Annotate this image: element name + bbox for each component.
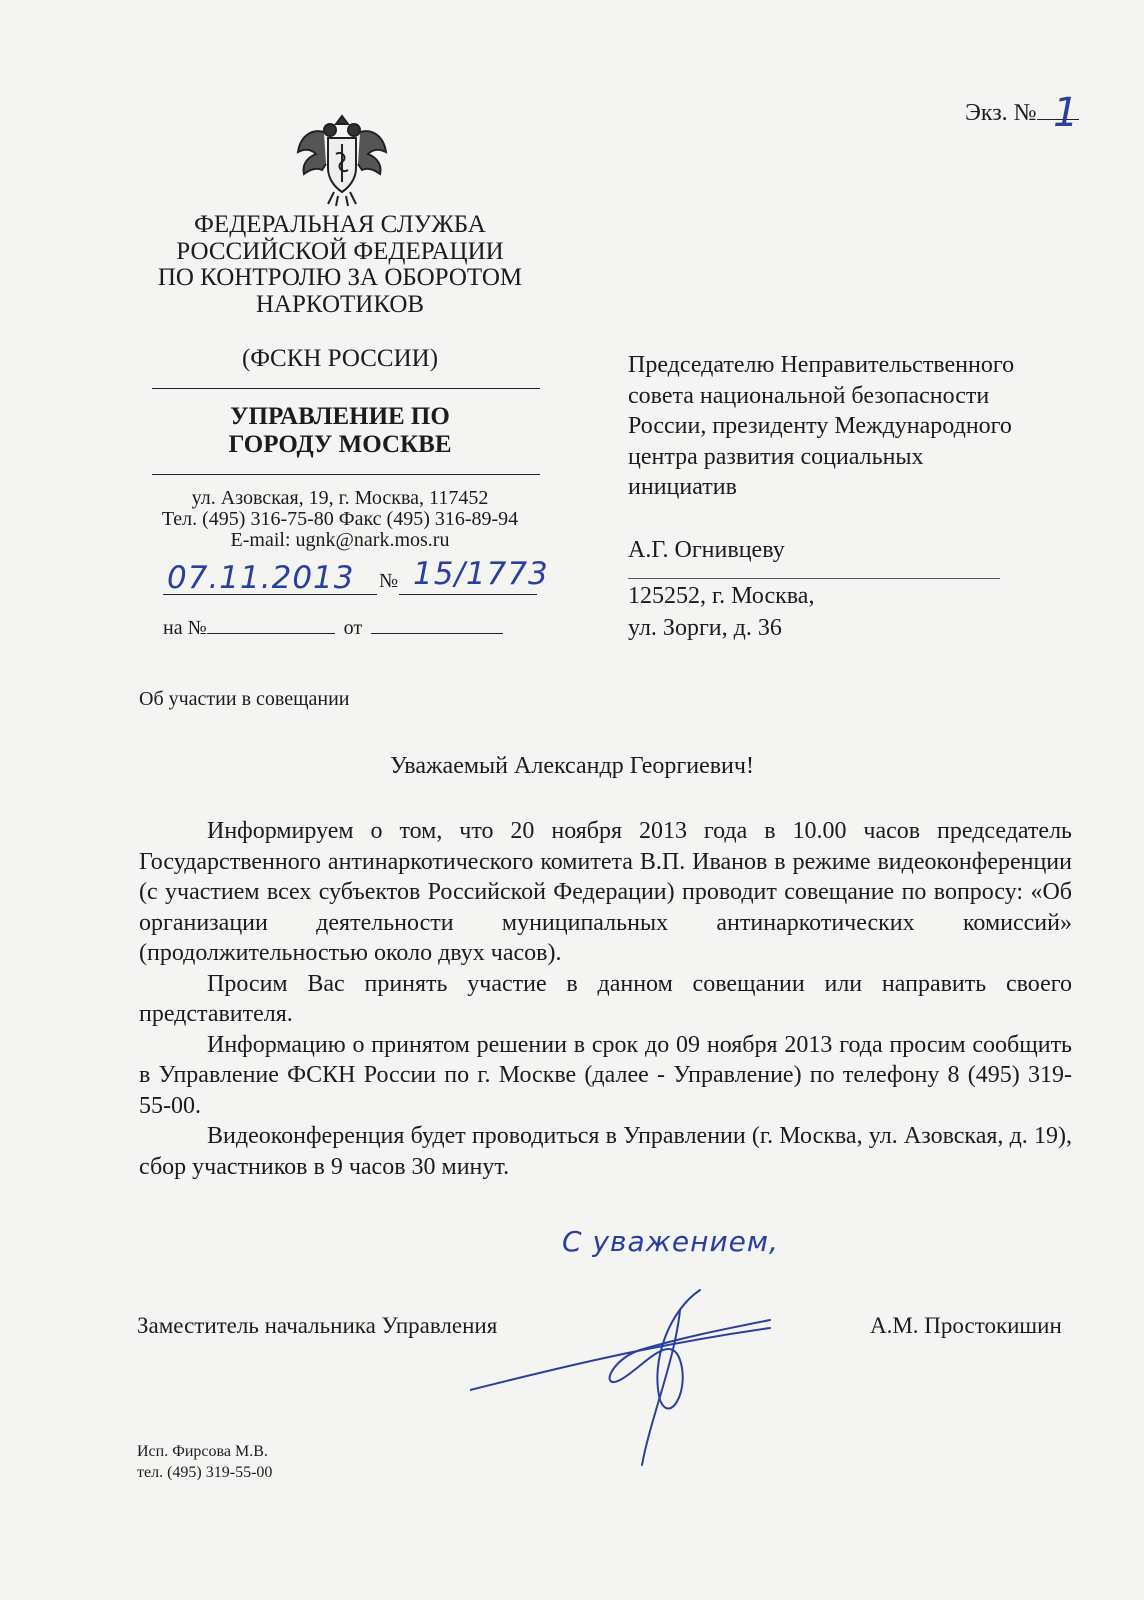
contact-address: ул. Азовская, 19, г. Москва, 117452 [191,487,489,509]
registration-date: 07.11.2013 [167,560,355,596]
ref-from-label: от [343,617,363,639]
addressee-line: России, президенту Международного [628,413,1012,439]
body-paragraph: Информируем о том, что 20 ноября 2013 года в 10.00 часов председатель Государственного антинаркотического комитета В.П. Иванов в режиме видеоконференции (с участием всех субъектов Российской Федерации) проводит совещание по вопросу: «Об организации деятельности муниципальных антинаркотических комиссий» (продолжительностью около двух часов). [139,818,1072,966]
agency-short-name: (ФСКН РОССИИ) [241,345,439,372]
copy-number [965,90,1080,136]
letter-subject: Об участии в совещании [139,688,350,710]
addressee-title [628,350,1088,503]
letter-greeting: Уважаемый Александр Георгиевич! [390,753,754,779]
registration-number-label: № [379,570,399,592]
letter-body [139,816,1072,1182]
header-divider [152,388,540,389]
signatory-name: А.М. Простокишин [870,1313,1062,1338]
reference-line [163,615,503,640]
executor-name: Исп. Фирсова М.В. [137,1443,268,1460]
registration-line [163,556,563,612]
copy-number-value: 1 [1053,90,1080,136]
addressee-line: совета национальной безопасности [628,382,990,409]
ref-number-label: на № [163,617,207,639]
addressee-divider [628,578,1000,579]
registration-number: 15/1773 [413,556,549,592]
agency-contacts [110,488,570,551]
addressee-name: А.Г. Огнивцеву [628,537,785,563]
executor-phone: тел. (495) 319-55-00 [137,1464,273,1481]
agency-line: ФЕДЕРАЛЬНАЯ СЛУЖБА [194,211,486,238]
department-line: ГОРОДУ МОСКВЕ [228,431,452,458]
executor-info [137,1441,272,1483]
agency-line: НАРКОТИКОВ [255,290,425,318]
addressee-address [628,580,814,644]
signature-scrawl [470,1250,810,1470]
addressee-line: центра развития социальных [628,443,924,470]
agency-line: ПО КОНТРОЛЮ ЗА ОБОРОТОМ [157,264,523,291]
signatory-title: Заместитель начальника Управления [137,1313,498,1338]
department-line: УПРАВЛЕНИЕ ПО [230,403,450,430]
contact-phone-fax: Тел. (495) 316-75-80 Факс (495) 316-89-94 [161,508,519,530]
contact-email: E-mail: ugnk@nark.mos.ru [230,529,450,551]
addressee-line: Председателю Неправительственного [628,352,1015,378]
address-line: ул. Зорги, д. 36 [628,615,782,641]
handwritten-closing: С уважением, [562,1225,779,1258]
department-name [110,403,570,459]
agency-name [110,212,570,318]
body-paragraph: Видеоконференция будет проводиться в Управлении (г. Москва, ул. Азовская, д. 19), сбор участников в 9 часов 30 минут. [139,1123,1072,1180]
body-paragraph: Информацию о принятом решении в срок до 09 ноября 2013 года просим сообщить в Управление ФСКН России по г. Москве (далее - Управление) по телефону 8 (495) 319-55-00. [139,1031,1072,1119]
double-headed-eagle-emblem-icon [292,108,392,210]
body-paragraph: Просим Вас принять участие в данном совещании или направить своего представителя. [139,970,1072,1027]
address-line: 125252, г. Москва, [628,583,815,609]
header-divider [152,474,540,475]
agency-line: РОССИЙСКОЙ ФЕДЕРАЦИИ [176,237,504,265]
addressee-line: инициатив [628,474,737,500]
copy-number-label: Экз. № [965,100,1037,126]
